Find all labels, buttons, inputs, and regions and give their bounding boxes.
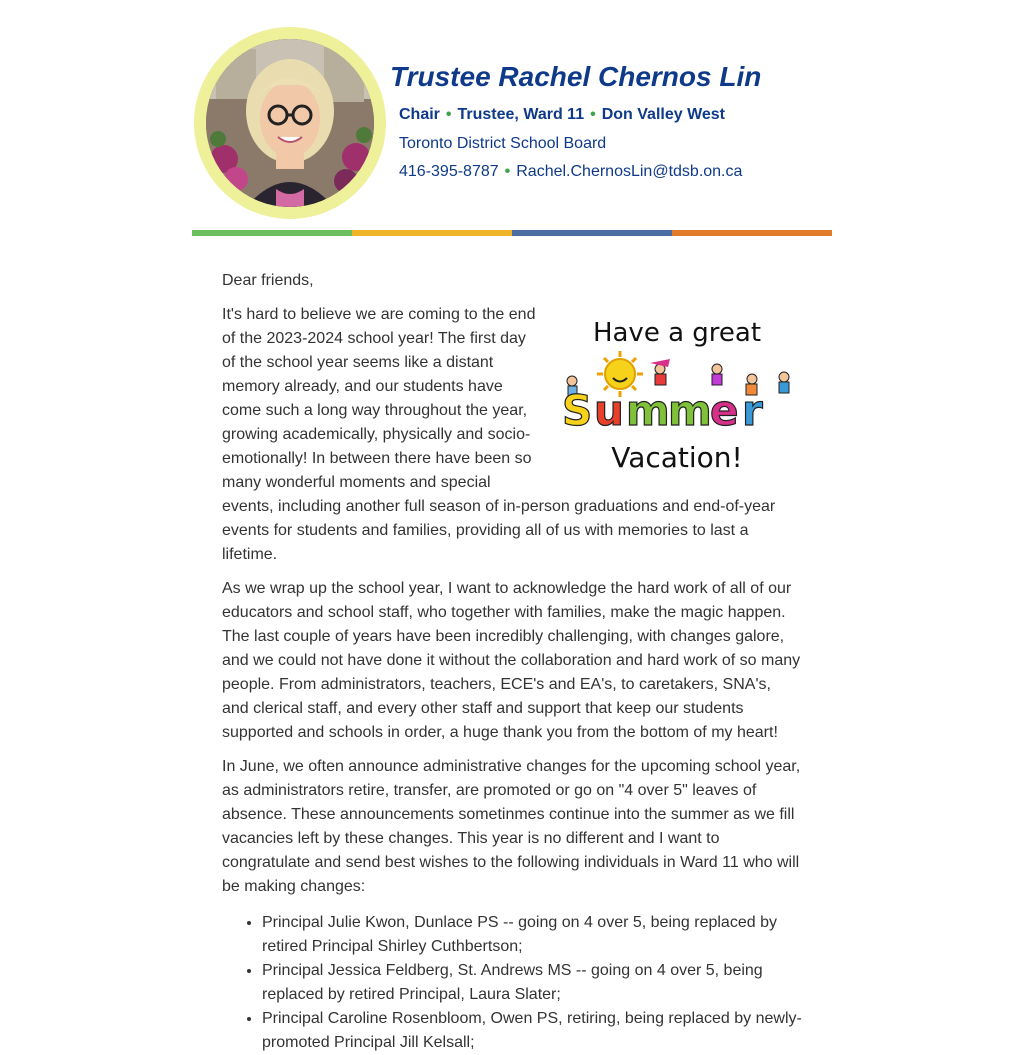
stripe-blue	[512, 230, 672, 236]
greeting: Dear friends,	[222, 272, 314, 289]
list-item: • Principal Julie Kwon, Dunlace PS -- going on 4 over 5, being replaced by retired Principal Shirley Cuthbertson;	[262, 911, 802, 959]
trustee-photo	[206, 39, 374, 207]
portrait-illustration	[206, 39, 374, 207]
list-item: • Principal Jessica Feldberg, St. Andrews MS -- going on 4 over 5, being replaced by retired Principal, Laura Slater;	[262, 959, 802, 1007]
role-line	[399, 106, 725, 124]
summer-letter: e	[710, 386, 739, 435]
trustee-header	[192, 26, 832, 236]
admin-changes-list	[222, 911, 802, 1055]
summer-vacation-image	[552, 307, 802, 477]
role-ward: Trustee, Ward 11	[457, 106, 585, 123]
summer-letter: r	[742, 386, 763, 435]
paragraph-intro: It's hard to believe we are coming to the end of the 2023-2024 school year! The first day of the school year seems like a distant memory already, and our students have come such a long way throughout the year, growing academically, physically and socio-emotionally! In between there have been so many wonderful moments and special events, including another full season of in-person graduations and end-of-year events for students and families, providing all of us with memories to last a lifetime.	[222, 306, 776, 563]
photo-ring	[194, 27, 386, 219]
summer-line3: Vacation!	[611, 441, 743, 474]
paragraph-changes: In June, we often announce administrative changes for the upcoming school year, as administrators retire, transfer, are promoted or go on "4 over 5" leaves of absence. These announcements sometinmes continue into the summer as we fill vacancies left by these changes. This year is no different and I want to congratulate and send best wishes to the following individuals in Ward 11 who will be making changes:	[222, 758, 801, 895]
phone-number[interactable]: 416-395-8787	[399, 163, 499, 180]
email-link[interactable]: Rachel.ChernosLin@tdsb.on.ca	[516, 163, 743, 180]
bullet-separator: •	[445, 106, 452, 123]
role-chair: Chair	[399, 106, 440, 123]
color-stripe	[192, 230, 832, 236]
summer-letter: S	[562, 386, 593, 435]
list-item: • Principal Caroline Rosenbloom, Owen PS, retiring, being replaced by newly-promoted Principal Jill Kelsall;	[262, 1007, 802, 1055]
paragraph-thanks: As we wrap up the school year, I want to acknowledge the hard work of all of our educators and school staff, who together with families, make the magic happen. The last couple of years have been incredibly challenging, with changes galore, and we could not have done it without the collaboration and hard work of so many people. From administrators, teachers, ECE's and EA's, to caretakers, SNA's, and clerical staff, and every other staff and support that keep our students supported and schools in order, a huge thank you from the bottom of my heart!	[222, 580, 801, 741]
letter-body	[222, 269, 802, 1055]
trustee-name: Trustee Rachel Chernos Lin	[390, 61, 762, 92]
stripe-yellow	[352, 230, 512, 236]
stripe-green	[192, 230, 352, 236]
contact-line	[399, 163, 742, 181]
summer-letter: m	[668, 386, 712, 435]
stripe-orange	[672, 230, 832, 236]
summer-line1: Have a great	[592, 318, 762, 348]
summer-word	[562, 386, 763, 435]
summer-letter: m	[626, 386, 670, 435]
role-riding: Don Valley West	[601, 106, 726, 123]
board-name: Toronto District School Board	[399, 135, 607, 152]
bullet-separator: •	[504, 163, 511, 180]
bullet-separator: •	[590, 106, 596, 123]
summer-letter: u	[594, 386, 624, 435]
